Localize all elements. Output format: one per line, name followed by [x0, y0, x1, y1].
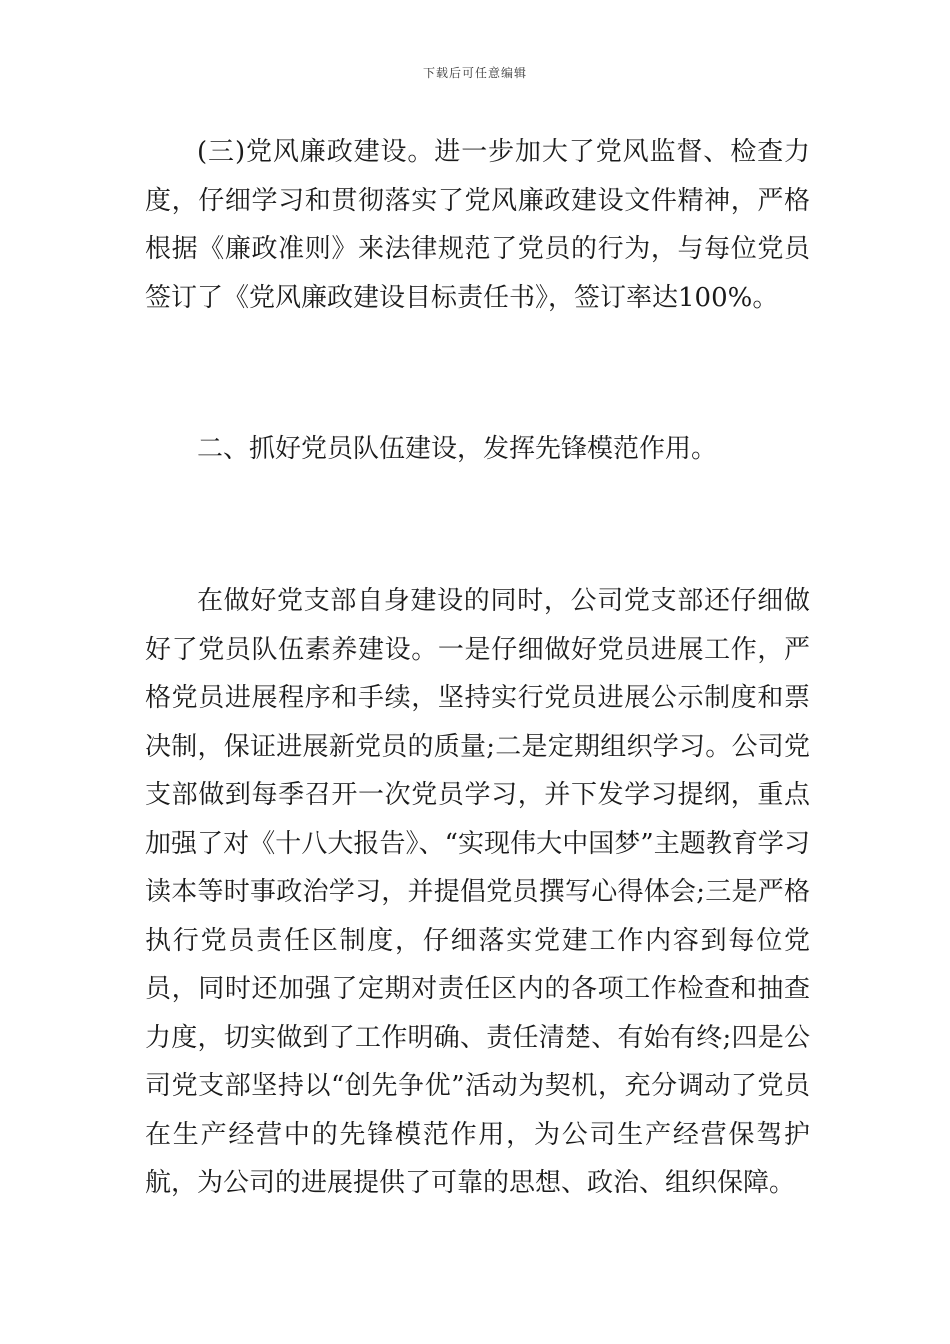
paragraph-party-integrity: (三)党风廉政建设。进一步加大了党风监督、检查力度，仔细学习和贯彻落实了党风廉政建设文件精神，严格根据《廉政准则》来法律规范了党员的行为，与每位党员签订了《党风廉政建设目标责任书》，签订率达100%。	[145, 137, 810, 313]
section-heading-team-building: 二、抓好党员队伍建设，发挥先锋模范作用。	[197, 434, 718, 464]
header-note: 下载后可任意编辑	[422, 66, 527, 80]
paragraph-team-building: 在做好党支部自身建设的同时，公司党支部还仔细做好了党员队伍素养建设。一是仔细做好党员进展工作，严格党员进展程序和手续，坚持实行党员进展公示制度和票决制，保证进展新党员的质量;二是定期组织学习。公司党支部做到每季召开一次党员学习，并下发学习提纲，重点加强了对《十八大报告》、“实现伟大中国梦”主题教育学习读本等时事政治学习，并提倡党员撰写心得体会;三是严格执行党员责任区制度，仔细落实党建工作内容到每位党员，同时还加强了定期对责任区内的各项工作检查和抽查力度，切实做到了工作明确、责任清楚、有始有终;四是公司党支部坚持以“创先争优”活动为契机，充分调动了党员在生产经营中的先锋模范作用，为公司生产经营保驾护航，为公司的进展提供了可靠的思想、政治、组织保障。	[145, 586, 810, 1198]
